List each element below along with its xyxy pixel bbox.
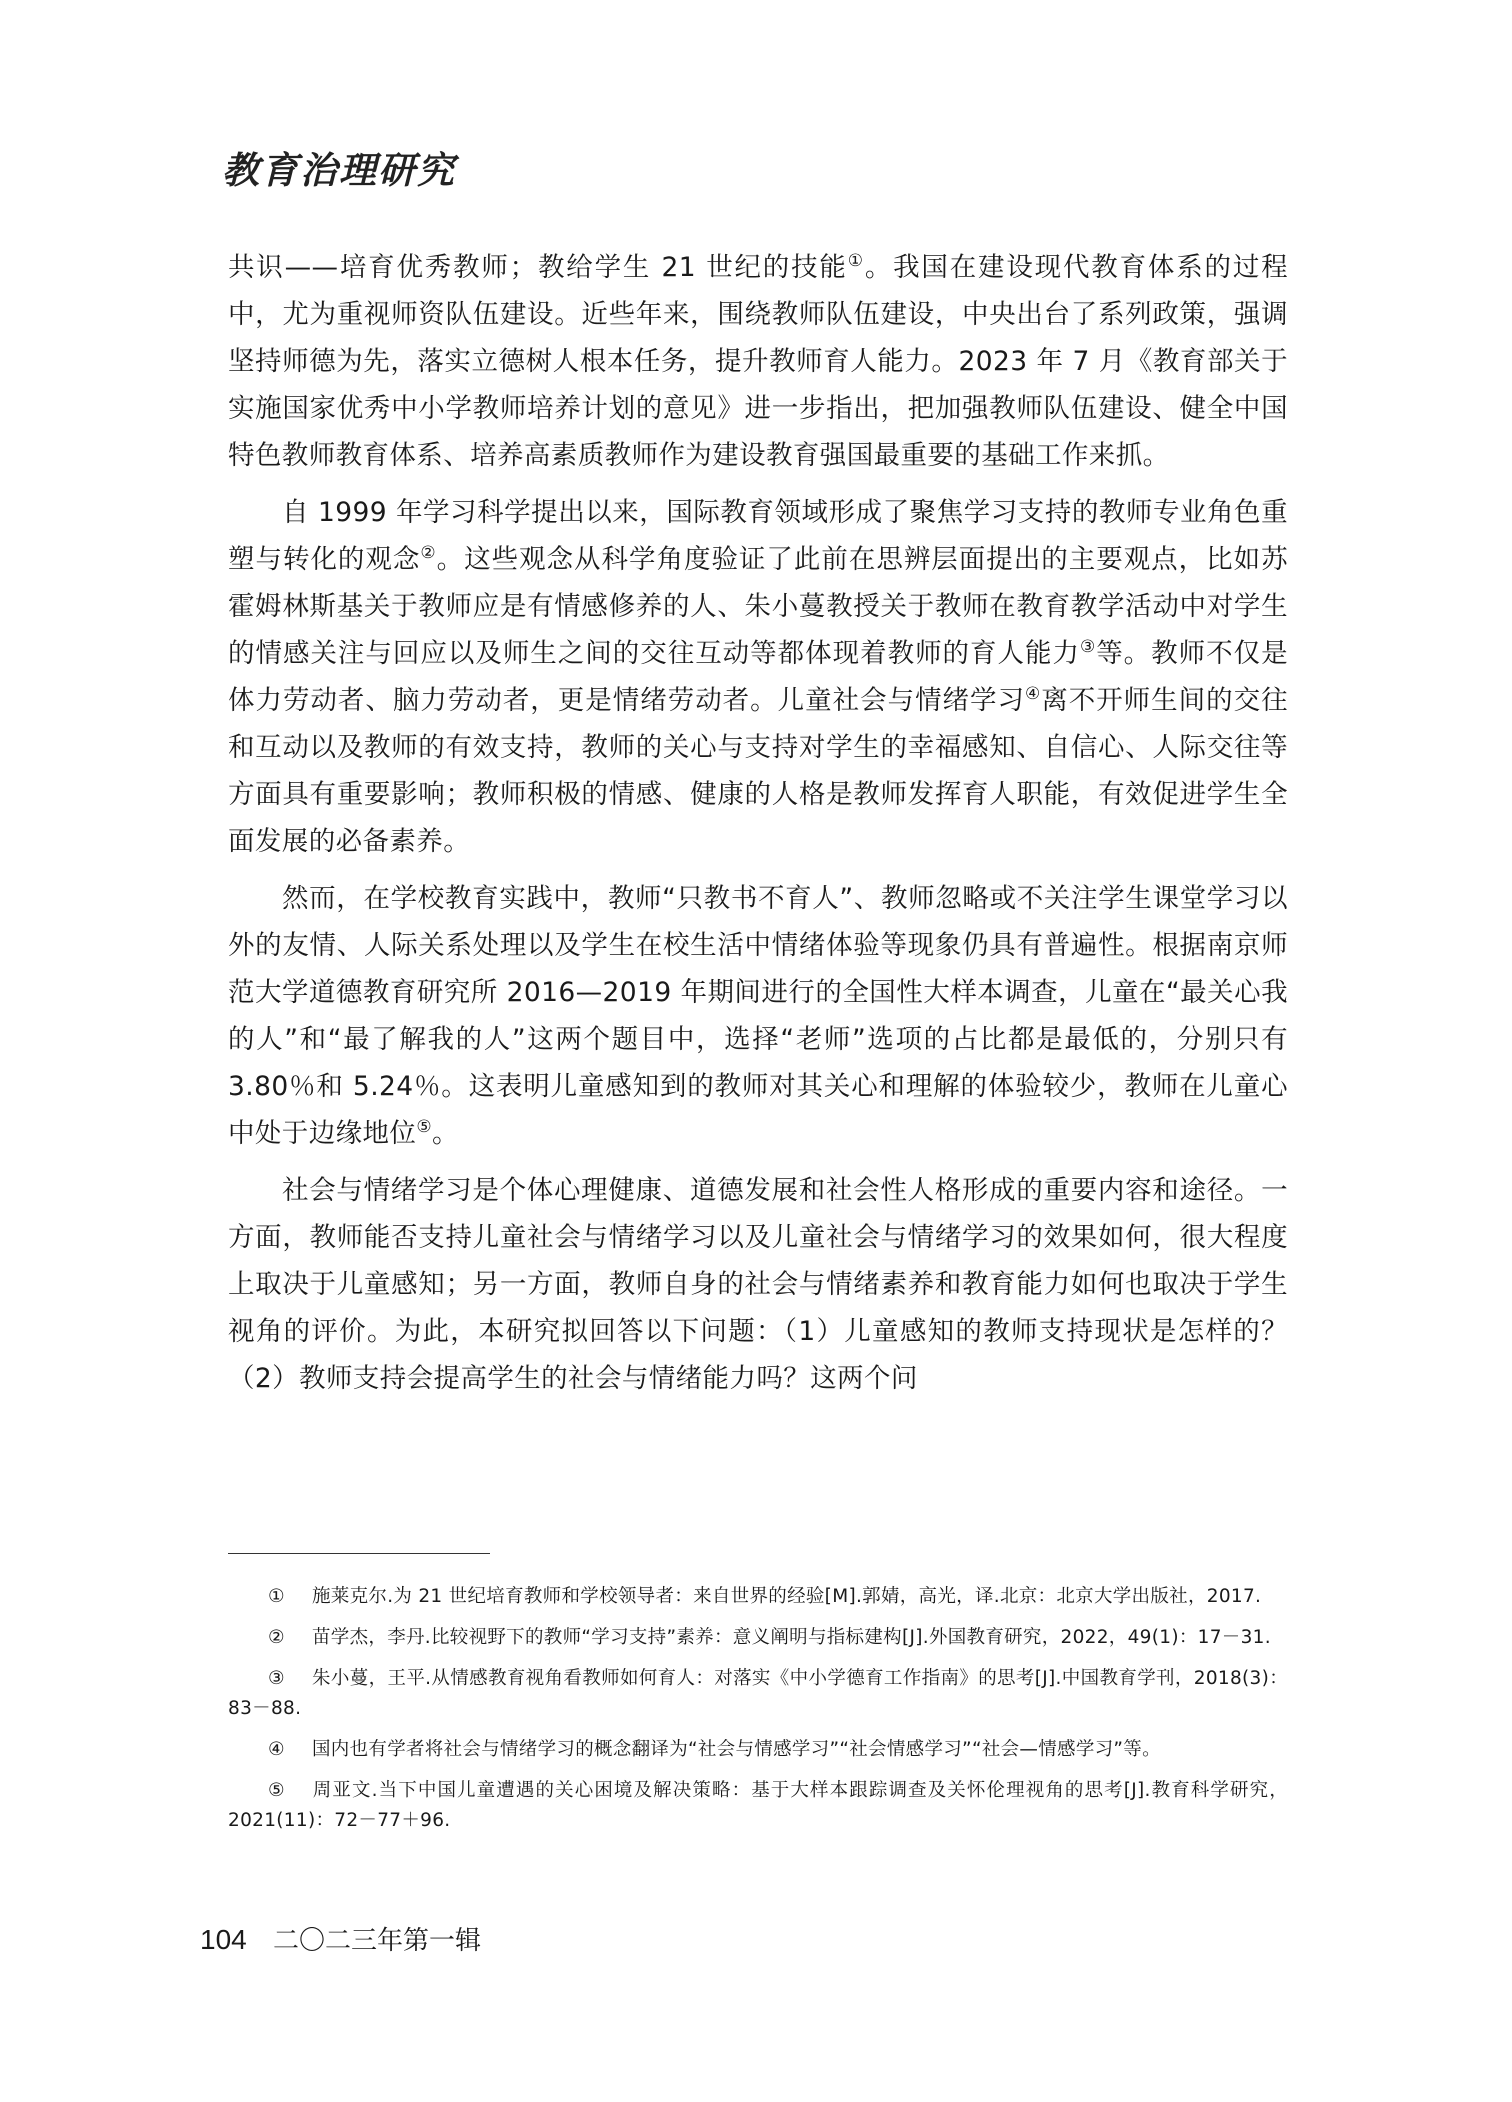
footnote-item [228, 1582, 1288, 1612]
footnote-divider [228, 1553, 490, 1554]
issue-label: 二〇二三年第一辑 [272, 1926, 481, 1956]
body-paragraph [228, 1167, 1288, 1402]
footnote-text: 国内也有学者将社会与情绪学习的概念翻译为“社会与情感学习”“社会情感学习”“社会—情感学习”等。 [312, 1739, 1161, 1760]
footnote-number: ④ [268, 1739, 285, 1760]
footnotes-section [228, 1582, 1288, 1847]
paragraph-text: 。 [431, 1118, 459, 1149]
page-number: 104 [200, 1924, 247, 1955]
footnote-item [228, 1776, 1288, 1836]
footnote-text: 施莱克尔.为 21 世纪培育教师和学校领导者：来自世界的经验[M].郭婧，高光，译.北京：北京大学出版社，2017. [312, 1586, 1262, 1607]
footnote-reference[interactable]: ③ [1079, 637, 1097, 658]
paragraph-text: 。我国在建设现代教育体系的过程中，尤为重视师资队伍建设。近些年来，围绕教师队伍建设，中央出台了系列政策，强调坚持师德为先，落实立德树人根本任务，提升教师育人能力。2023 年 7 月《教育部关于实施国家优秀中小学教师培养计划的意见》进一步指出，把加强教师队伍建设、健全中国特色教师教育体系、培养高素质教师作为建设教育强国最重要的基础工作来抓。 [228, 252, 1289, 471]
paragraph-text: 共识——培育优秀教师；教给学生 21 世纪的技能 [228, 252, 848, 283]
article-body [228, 244, 1288, 1412]
footnote-number: ⑤ [268, 1780, 285, 1801]
footnote-item [228, 1735, 1288, 1765]
paragraph-text: 等。教师不仅是体力劳动者、脑力劳动者，更是情绪劳动者。儿童社会与情绪学习 [228, 638, 1288, 716]
footnote-item [228, 1664, 1288, 1724]
footnote-number: ① [268, 1586, 285, 1607]
footnote-reference[interactable]: ② [420, 543, 437, 564]
paragraph-text: 然而，在学校教育实践中，教师“只教书不育人”、教师忽略或不关注学生课堂学习以外的友情、人际关系处理以及学生在校生活中情绪体验等现象仍具有普遍性。根据南京师范大学道德教育研究所 2016—2019 年期间进行的全国性大样本调查，儿童在“最关心我的人”和“最了解我的人”这两个题目中，选择“老师”选项的占比都是最低的，分别只有 3.80％和 5.24％。这表明儿童感知到的教师对其关心和理解的体验较少，教师在儿童心中处于边缘地位 [228, 883, 1288, 1149]
paragraph-text: 。这些观念从科学角度验证了此前在思辨层面提出的主要观点，比如苏霍姆林斯基关于教师应是有情感修养的人、朱小蔓教授关于教师在教育教学活动中对学生的情感关注与回应以及师生之间的交往互动等都体现着教师的育人能力 [228, 544, 1289, 669]
footnote-number: ③ [268, 1668, 285, 1689]
footnote-number: ② [268, 1627, 285, 1648]
journal-running-title: 教育治理研究 [222, 148, 456, 192]
paragraph-text: 自 1999 年学习科学提出以来，国际教育领域形成了聚焦学习支持的教师专业角色重塑与转化的观念 [228, 497, 1288, 575]
paragraph-text: 社会与情绪学习是个体心理健康、道德发展和社会性人格形成的重要内容和途径。一方面，教师能否支持儿童社会与情绪学习以及儿童社会与情绪学习的效果如何，很大程度上取决于儿童感知；另一方面，教师自身的社会与情绪素养和教育能力如何也取决于学生视角的评价。为此，本研究拟回答以下问题：（1）儿童感知的教师支持现状是怎样的？（2）教师支持会提高学生的社会与情绪能力吗？这两个问 [228, 1175, 1288, 1394]
footnote-reference[interactable]: ④ [1025, 684, 1042, 705]
footnote-text: 周亚文.当下中国儿童遭遇的关心困境及解决策略：基于大样本跟踪调查及关怀伦理视角的思考[J].教育科学研究，2021(11)：72－77＋96. [228, 1780, 1288, 1831]
footnote-item [228, 1623, 1288, 1653]
body-paragraph [228, 244, 1288, 479]
footnote-reference[interactable]: ⑤ [416, 1117, 432, 1138]
page-footer [200, 1920, 481, 1957]
body-paragraph [228, 489, 1288, 865]
paragraph-text: 离不开师生间的交往和互动以及教师的有效支持，教师的关心与支持对学生的幸福感知、自信心、人际交往等方面具有重要影响；教师积极的情感、健康的人格是教师发挥育人职能，有效促进学生全面发展的必备素养。 [228, 685, 1288, 857]
body-paragraph [228, 875, 1288, 1157]
footnote-text: 苗学杰，李丹.比较视野下的教师“学习支持”素养：意义阐明与指标建构[J].外国教育研究，2022，49(1)：17－31. [312, 1627, 1271, 1648]
footnote-text: 朱小蔓，王平.从情感教育视角看教师如何育人：对落实《中小学德育工作指南》的思考[J].中国教育学刊，2018(3)：83－88. [228, 1668, 1288, 1719]
footnote-reference[interactable]: ① [847, 251, 865, 272]
